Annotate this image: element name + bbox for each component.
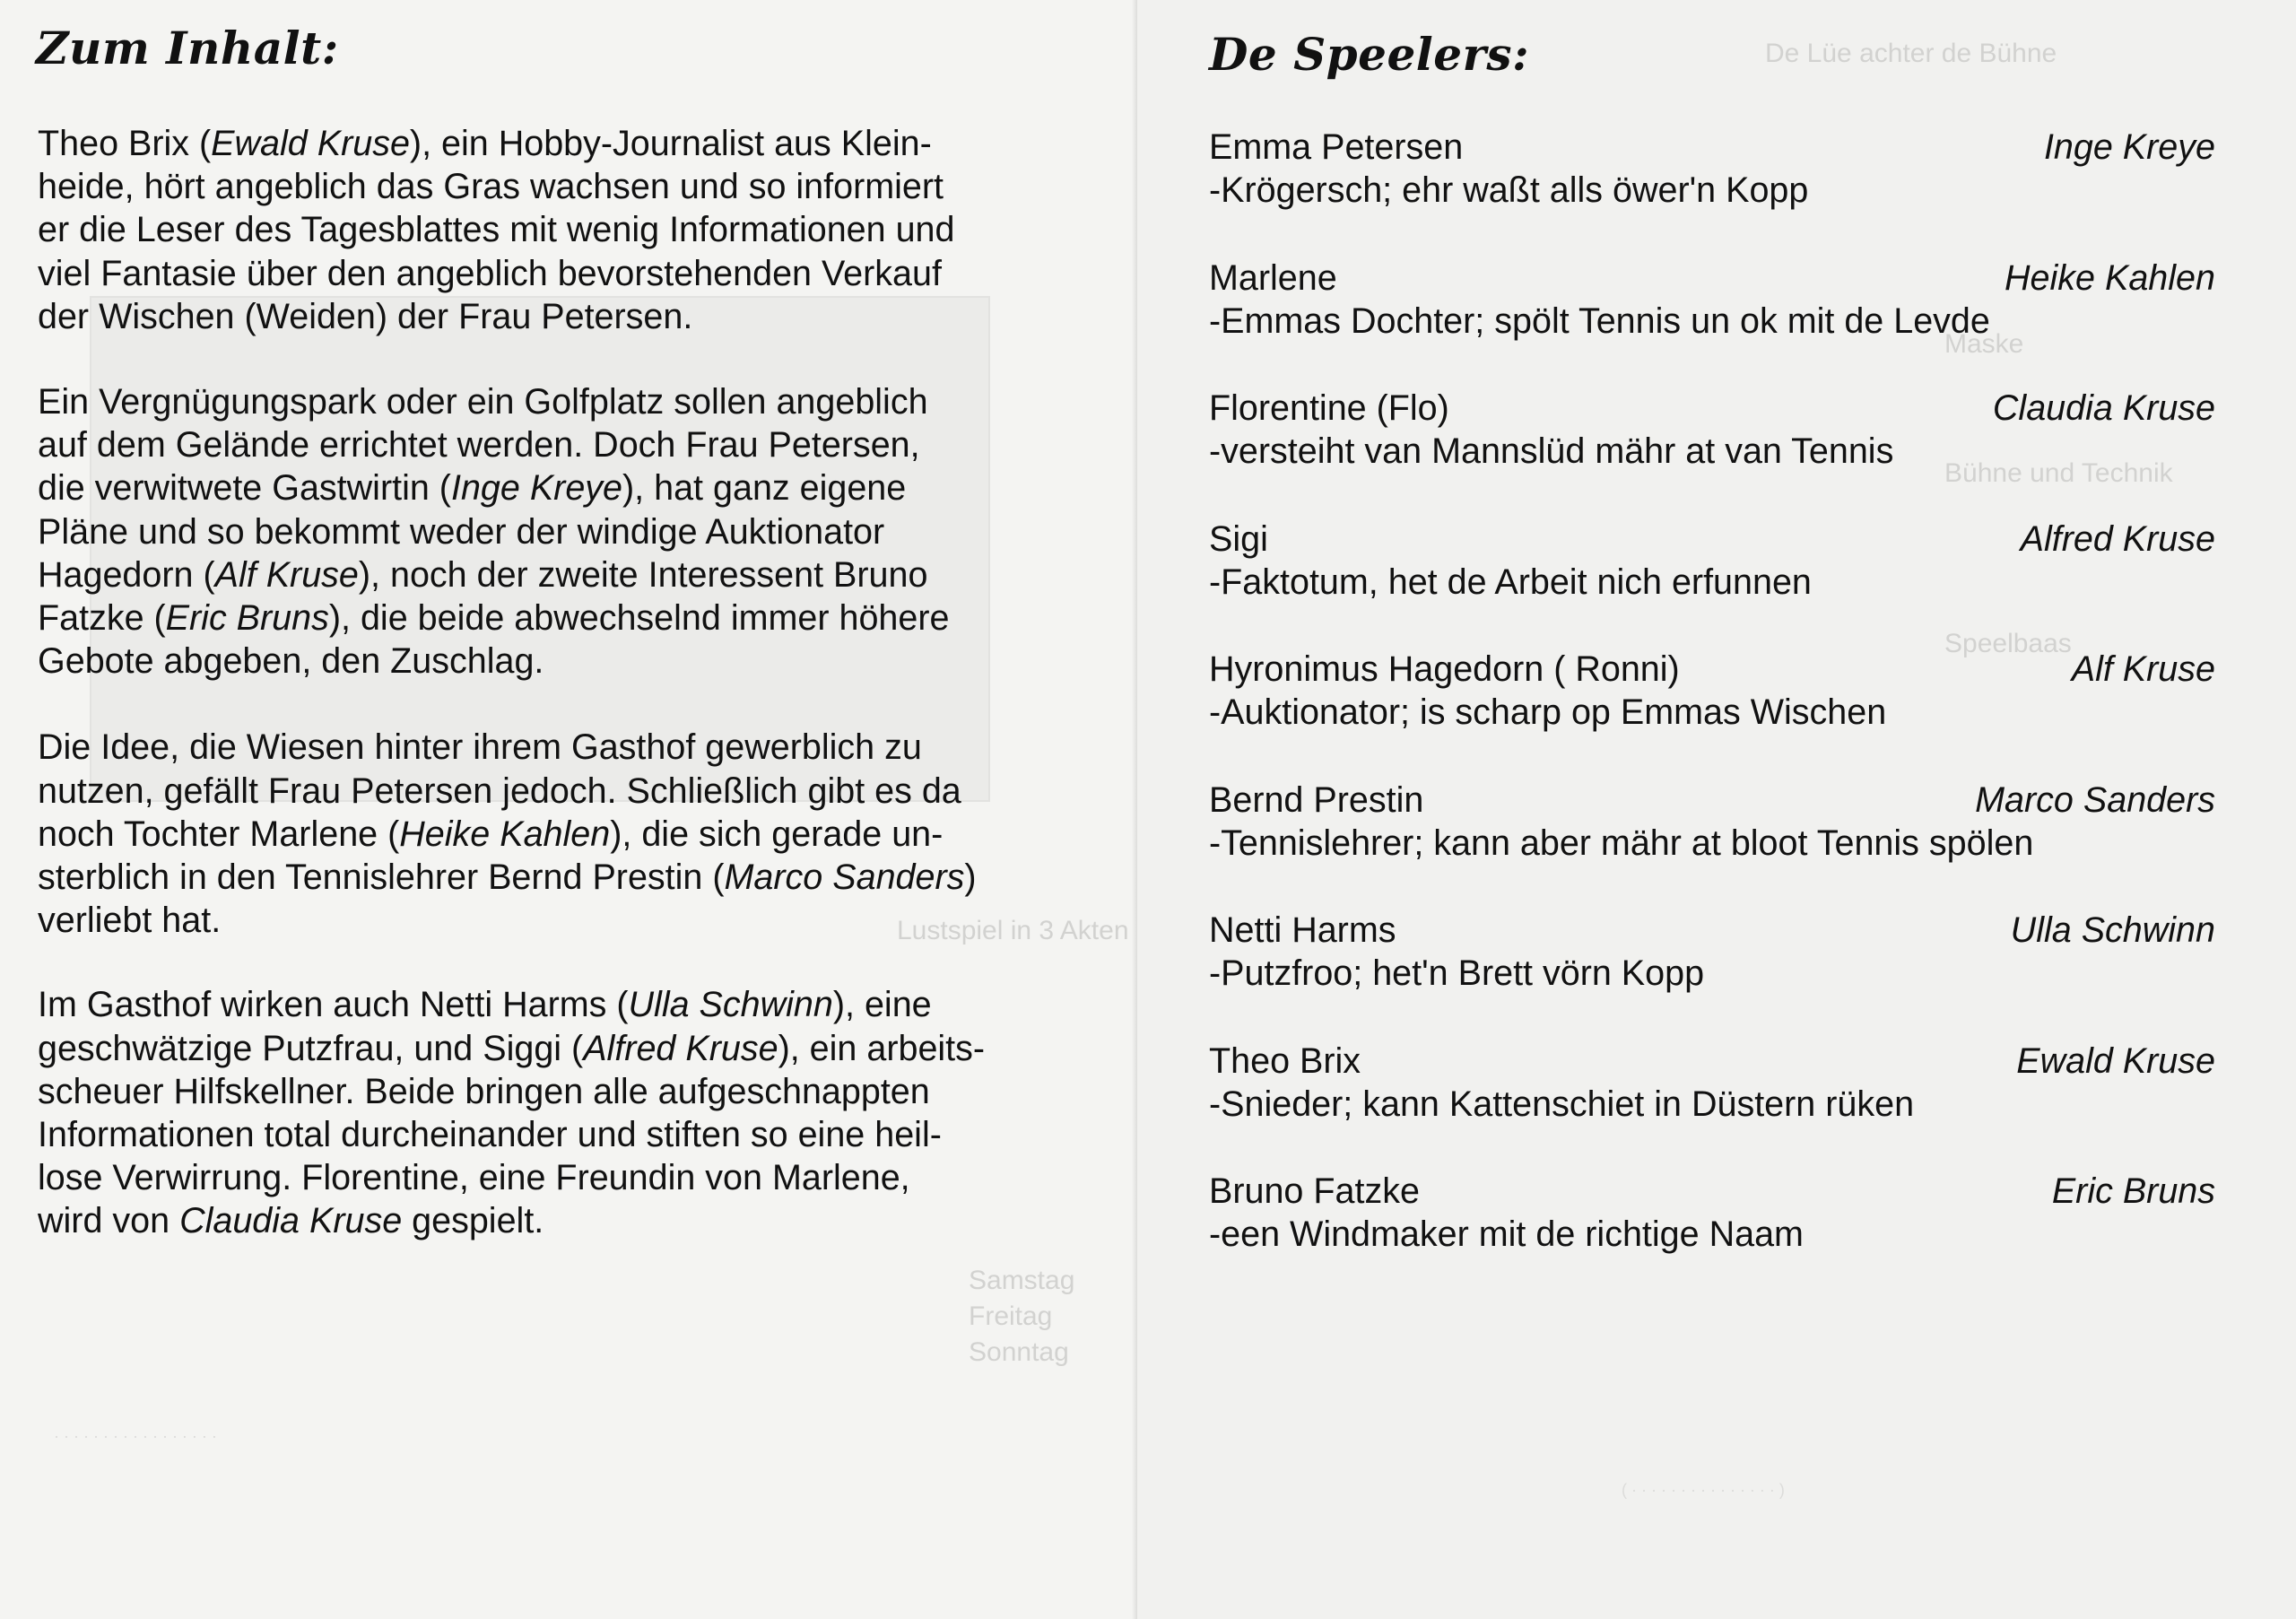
role-name: Florentine (Flo) [1209, 388, 1449, 428]
actor-name: Marco Sanders [1975, 779, 2215, 820]
text-run: ), ein arbeits- [778, 1028, 986, 1068]
synopsis-text [38, 122, 1096, 1286]
text-run: ), ein Hobby-Journalist aus Klein- [409, 124, 932, 163]
role-name: Bernd Prestin [1209, 779, 1424, 820]
text-run: verliebt hat. [38, 901, 222, 941]
text-run: der Wischen (Weiden) der Frau Petersen. [38, 296, 693, 336]
text-run: ), noch der zweite Interessent Bruno [358, 554, 928, 595]
text-run: nutzen, gefällt Frau Petersen jedoch. Schließlich gibt es da [38, 770, 961, 811]
bleed-through-text: ( · · · · · · · · · · · · · · · ) [1622, 1481, 1785, 1499]
text-run: ), eine [832, 985, 932, 1025]
role-description: -Faktotum, het de Arbeit nich erfunnen [1209, 561, 1812, 602]
actor-name: Claudia Kruse [1992, 388, 2215, 428]
actor-name: Ewald Kruse [2016, 1040, 2215, 1081]
bleed-through-text: Maske [1944, 329, 2024, 359]
actor-name: Eric Bruns [165, 598, 329, 639]
text-run: Im Gasthof wirken auch Netti Harms ( [38, 985, 629, 1025]
role-description: -Auktionator; is scharp op Emmas Wischen [1209, 692, 1887, 732]
synopsis-paragraph [38, 726, 1096, 942]
bleed-through-text: Bühne und Technik [1944, 458, 2173, 488]
cast-entry [1209, 1040, 2215, 1171]
text-run: ), die sich gerade un- [610, 814, 944, 854]
cast-entry [1209, 1170, 2215, 1301]
role-name: Bruno Fatzke [1209, 1171, 1420, 1211]
actor-name: Ewald Kruse [211, 124, 410, 163]
text-run: ), hat ganz eigene [622, 468, 907, 509]
left-page [0, 0, 1137, 1619]
role-description: -Tennislehrer; kann aber mähr at bloot Tennis spölen [1209, 823, 2034, 863]
role-description: -Putzfroo; het'n Brett vörn Kopp [1209, 953, 1705, 993]
page-heading: De Speelers: [1209, 28, 1530, 81]
role-name: Theo Brix [1209, 1040, 1361, 1081]
cast-entry [1209, 909, 2215, 1040]
text-run: Die Idee, die Wiesen hinter ihrem Gasthof gewerblich zu [38, 727, 922, 768]
cast-entry [1209, 779, 2215, 910]
actor-name: Eric Bruns [2051, 1171, 2215, 1211]
bleed-through-text: De Lüe achter de Bühne [1765, 39, 2057, 68]
text-run: heide, hört angeblich das Gras wachsen und so informiert [38, 167, 944, 207]
text-run: gespielt. [402, 1201, 544, 1241]
bleed-through-text: Lustspiel in 3 Akten [897, 916, 1129, 945]
role-name: Hyronimus Hagedorn ( Ronni) [1209, 649, 1680, 689]
bleed-through-text: Freitag [969, 1301, 1053, 1331]
actor-name: Ulla Schwinn [628, 985, 833, 1025]
role-description: -Snieder; kann Kattenschiet in Düstern rüken [1209, 1084, 1915, 1124]
actor-name: Heike Kahlen [2005, 257, 2215, 298]
role-name: Emma Petersen [1209, 127, 1464, 167]
text-run: die verwitwete Gastwirtin ( [38, 468, 451, 509]
text-run: Fatzke ( [38, 598, 166, 639]
synopsis-paragraph [38, 983, 1096, 1242]
text-run: Pläne und so bekommt weder der windige Auktionator [38, 511, 885, 552]
synopsis-paragraph [38, 122, 1096, 338]
text-run: lose Verwirrung. Florentine, eine Freundin von Marlene, [38, 1158, 910, 1198]
text-run: ) [964, 857, 977, 898]
actor-name: Alfred Kruse [583, 1028, 778, 1068]
role-name: Marlene [1209, 257, 1337, 298]
actor-name: Marco Sanders [724, 857, 965, 898]
text-run: geschwätzige Putzfrau, und Siggi ( [38, 1028, 584, 1068]
text-run: Gebote abgeben, den Zuschlag. [38, 641, 544, 682]
text-run: ), die beide abwechselnd immer höhere [328, 598, 950, 639]
synopsis-paragraph [38, 380, 1096, 683]
page-heading: Zum Inhalt: [36, 22, 339, 74]
text-run: scheuer Hilfskellner. Beide bringen alle aufgeschnappten [38, 1071, 930, 1111]
actor-name: Inge Kreye [2043, 127, 2215, 167]
role-description: -Emmas Dochter; spölt Tennis un ok mit de Levde [1209, 300, 1990, 341]
role-name: Sigi [1209, 518, 1268, 559]
text-run: Ein Vergnügungspark oder ein Golfplatz sollen angeblich [38, 382, 928, 422]
actor-name: Alf Kruse [214, 554, 359, 595]
text-run: auf dem Gelände errichtet werden. Doch Frau Petersen, [38, 425, 920, 466]
text-run: Theo Brix ( [38, 124, 212, 163]
cast-entry [1209, 257, 2215, 387]
actor-name: Claudia Kruse [179, 1201, 403, 1241]
actor-name: Heike Kahlen [399, 814, 611, 854]
bleed-through-text: Samstag [969, 1266, 1075, 1295]
text-run: Informationen total durcheinander und stiften so eine heil- [38, 1115, 942, 1155]
cast-entry [1209, 387, 2215, 518]
text-run: er die Leser des Tagesblattes mit wenig Informationen und [38, 210, 955, 250]
role-description: -een Windmaker mit de richtige Naam [1209, 1214, 1804, 1254]
right-page [1137, 0, 2296, 1619]
cast-entry [1209, 648, 2215, 779]
actor-name: Alfred Kruse [2020, 518, 2215, 559]
text-run: Hagedorn ( [38, 554, 215, 595]
role-description: -versteiht van Mannslüd mähr at van Tennis [1209, 431, 1894, 471]
text-run: sterblich in den Tennislehrer Bernd Prestin ( [38, 857, 725, 898]
actor-name: Ulla Schwinn [2010, 910, 2215, 950]
actor-name: Inge Kreye [450, 468, 623, 509]
bleed-through-text: · · · · · · · · · · · · · · · · · [54, 1427, 217, 1445]
role-name: Netti Harms [1209, 910, 1396, 950]
bleed-through-text: Speelbaas [1944, 629, 2072, 658]
text-run: wird von [38, 1201, 180, 1241]
role-description: -Krögersch; ehr waßt alls öwer'n Kopp [1209, 170, 1809, 210]
bleed-through-text: Sonntag [969, 1337, 1069, 1367]
cast-list [1209, 126, 2215, 1301]
actor-name: Alf Kruse [2071, 649, 2215, 689]
text-run: viel Fantasie über den angeblich bevorstehenden Verkauf [38, 253, 942, 293]
cast-entry [1209, 126, 2215, 257]
text-run: noch Tochter Marlene ( [38, 814, 400, 854]
cast-entry [1209, 518, 2215, 648]
